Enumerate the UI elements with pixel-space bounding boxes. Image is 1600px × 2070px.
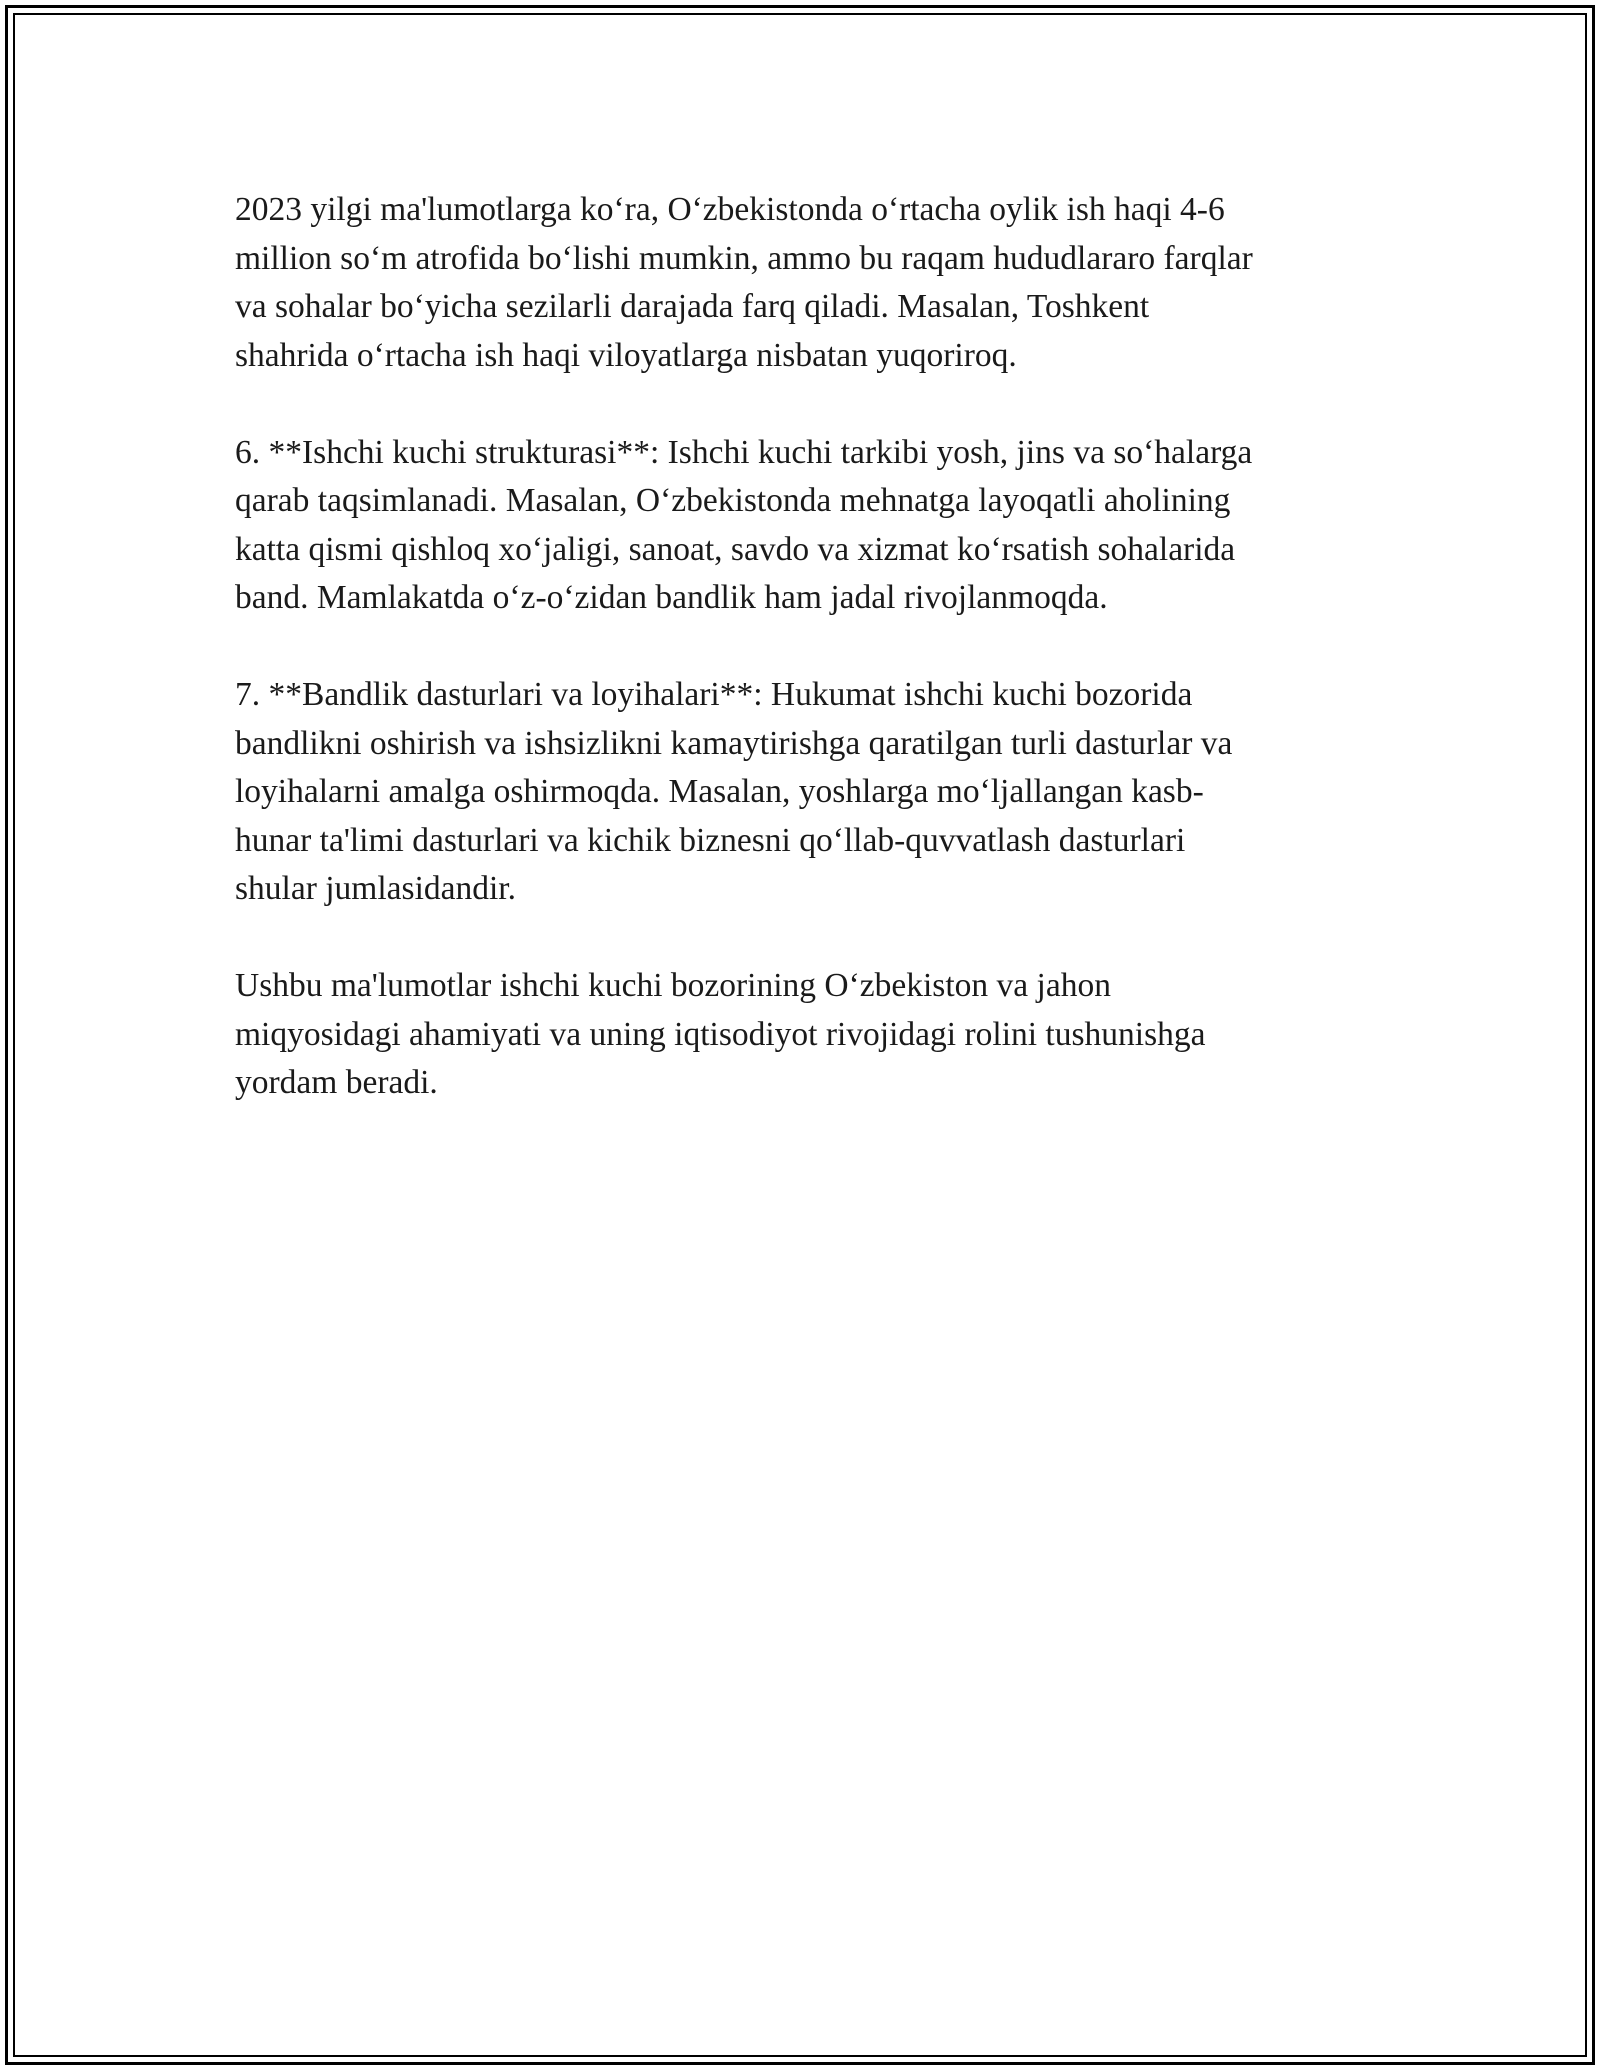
text-line: band. Mamlakatda o‘z-o‘zidan bandlik ham jadal rivojlanmoqda. xyxy=(235,579,1108,616)
text-line: loyihalarni amalga oshirmoqda. Masalan, yoshlarga mo‘ljallangan kasb- xyxy=(235,773,1204,810)
text-line: 2023 yilgi ma'lumotlarga ko‘ra, O‘zbekistonda o‘rtacha oylik ish haqi 4-6 xyxy=(235,191,1225,228)
paragraph-workforce-structure xyxy=(235,429,1365,623)
text-line: bandlikni oshirish va ishsizlikni kamaytirishga qaratilgan turli dasturlar va xyxy=(235,724,1233,762)
text-line: 6. **Ishchi kuchi strukturasi**: Ishchi kuchi tarkibi yosh, jins va so‘halarga xyxy=(235,433,1253,471)
text-line: va sohalar bo‘yicha sezilarli darajada farq qiladi. Masalan, Toshkent xyxy=(235,288,1150,325)
document-body xyxy=(235,186,1365,1156)
text-line: million so‘m atrofida bo‘lishi mumkin, ammo bu raqam hududlararo farqlar xyxy=(235,239,1253,277)
text-line: katta qismi qishloq xo‘jaligi, sanoat, savdo va xizmat ko‘rsatish sohalarida xyxy=(235,530,1236,568)
text-line: qarab taqsimlanadi. Masalan, O‘zbekistonda mehnatga layoqatli aholining xyxy=(235,482,1231,519)
paragraph-employment-programs xyxy=(235,671,1365,914)
text-line: shahrida o‘rtacha ish haqi viloyatlarga nisbatan yuqoriroq. xyxy=(235,336,1017,374)
text-line: hunar ta'limi dasturlari va kichik biznesni qo‘llab-quvvatlash dasturlari xyxy=(235,821,1186,859)
paragraph-wages xyxy=(235,186,1365,380)
text-line: 7. **Bandlik dasturlari va loyihalari**: Hukumat ishchi kuchi bozorida xyxy=(235,676,1193,713)
text-line: yordam beradi. xyxy=(235,1064,438,1101)
text-line: miqyosidagi ahamiyati va uning iqtisodiyot rivojidagi rolini tushunishga xyxy=(235,1015,1206,1053)
paragraph-conclusion xyxy=(235,962,1365,1108)
text-line: shular jumlasidandir. xyxy=(235,870,516,907)
text-line: Ushbu ma'lumotlar ishchi kuchi bozorining O‘zbekiston va jahon xyxy=(235,967,1111,1004)
